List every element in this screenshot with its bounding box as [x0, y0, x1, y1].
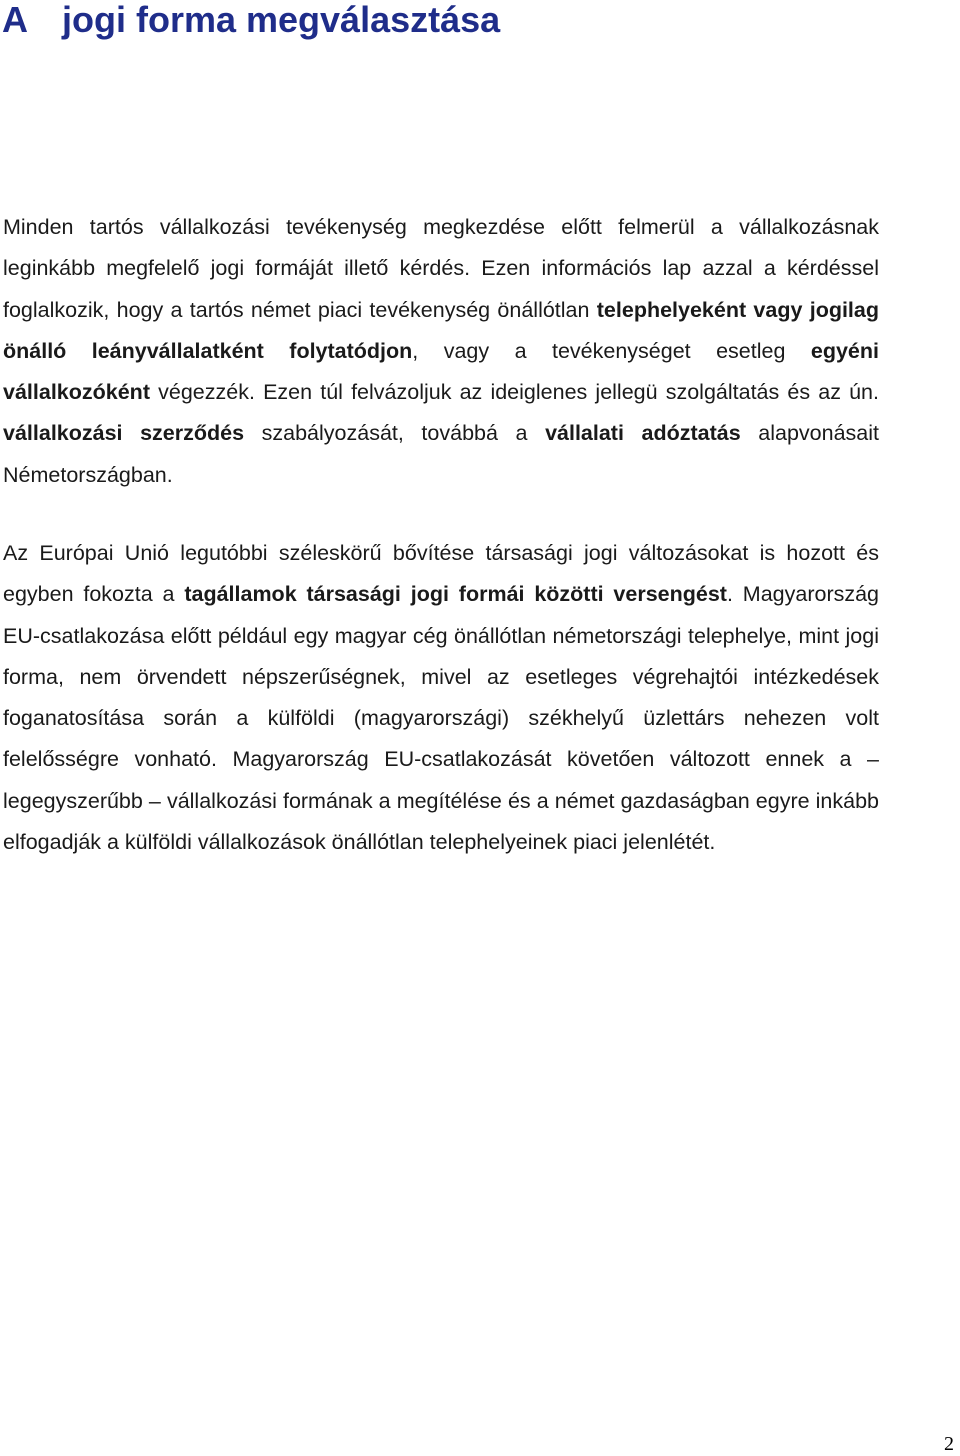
bold-run: egyéni vállalkozóként	[3, 338, 879, 405]
intro-paragraph	[3, 207, 879, 496]
text-run: Minden tartós vállalkozási tevékenység megkezdése előtt felmerül a vállalkozásnak leginkább megfelelő jogi formáját illető kérdés. Ezen információs lap azzal a kérdéssel foglalkozik, hogy a tartós német piaci tevékenység önállótlan	[3, 215, 879, 322]
bold-run: tagállamok társasági jogi formái közötti versengést	[184, 582, 727, 607]
title-letter: A	[2, 0, 28, 40]
text-run: Az Európai Unió legutóbbi széleskörű bővítése társasági jogi változásokat is hozott és egyben fokozta a	[3, 541, 879, 607]
text-run: , vagy a tevékenységet esetleg	[412, 338, 811, 363]
text-run: szabályozását, továbbá a	[244, 421, 546, 446]
bold-run: telephelyeként vagy jogilag önálló leányvállalatként folytatódjon	[3, 297, 879, 363]
page-title	[2, 0, 500, 42]
text-run: alapvonásait Németországban.	[3, 421, 879, 487]
page-number: 2	[944, 1433, 954, 1455]
title-text: jogi forma megválasztása	[62, 0, 501, 40]
eu-paragraph	[3, 533, 879, 863]
bold-run: vállalkozási szerződés	[3, 421, 245, 446]
text-run: . Magyarország EU-csatlakozása előtt például egy magyar cég önállótlan németországi telephelye, mint jogi forma, nem örvendett népszerűségnek, mivel az esetleges végrehajtói intézkedések foganatosítása során a külföldi (magyarországi) székhelyű üzlettárs nehezen volt felelősségre vonható. Magyarország EU-csatlakozását követően változott ennek a – legegyszerűbb – vállalkozási formának a megítélése és a német gazdaságban egyre inkább elfogadják a külföldi vállalkozások önállótlan telephelyeinek piaci jelenlétét.	[3, 582, 880, 855]
text-run: végezzék. Ezen túl felvázoljuk az ideiglenes jellegü szolgáltatás és az ún.	[149, 380, 879, 405]
bold-run: vállalati adóztatás	[545, 421, 741, 446]
